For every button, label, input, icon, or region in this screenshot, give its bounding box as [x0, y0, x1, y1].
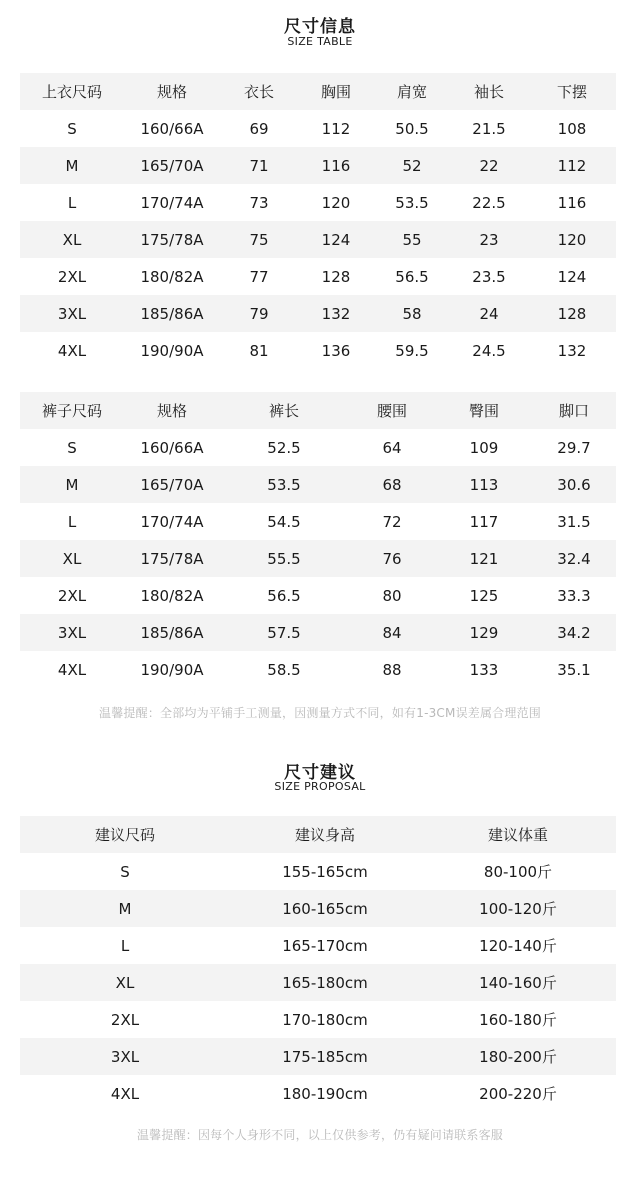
cell-sleeve: 22	[479, 156, 499, 175]
cell-spec: 185/86A	[140, 623, 204, 642]
cell-size: 4XL	[110, 1084, 140, 1103]
header-chest: 胸围	[320, 83, 351, 101]
cell-hem: 116	[557, 193, 587, 212]
cell-spec: 175/78A	[140, 549, 204, 568]
cell-chest: 120	[321, 193, 351, 212]
cell-length: 75	[249, 230, 269, 249]
header-sleeve: 袖长	[473, 83, 504, 101]
cell-chest: 128	[321, 267, 351, 286]
cell-weight: 120-140斤	[479, 937, 557, 955]
cell-length: 77	[249, 267, 269, 286]
table-row	[20, 651, 616, 688]
cell-size: 2XL	[57, 267, 87, 286]
header-spec: 规格	[156, 402, 187, 420]
cell-length: 81	[249, 341, 269, 360]
cell-size: L	[120, 936, 130, 955]
cell-size: 2XL	[110, 1010, 140, 1029]
cell-size: 3XL	[57, 623, 87, 642]
cell-leg-opening: 35.1	[557, 660, 591, 679]
cell-leg-opening: 31.5	[557, 512, 591, 531]
cell-spec: 185/86A	[140, 304, 204, 323]
header-hip: 臀围	[468, 402, 499, 420]
cell-pants-length: 56.5	[267, 586, 301, 605]
cell-size: XL	[62, 549, 82, 568]
header-leg-opening: 脚口	[558, 402, 589, 420]
size-proposal-table	[20, 816, 616, 1112]
cell-spec: 160/66A	[140, 119, 204, 138]
cell-weight: 100-120斤	[479, 900, 557, 918]
cell-weight: 80-100斤	[483, 863, 553, 881]
cell-size: L	[67, 193, 77, 212]
cell-weight: 180-200斤	[479, 1048, 557, 1066]
cell-shoulder: 59.5	[395, 341, 429, 360]
cell-size: L	[67, 512, 77, 531]
table-header-row	[20, 73, 616, 110]
cell-leg-opening: 29.7	[557, 438, 591, 457]
cell-waist: 76	[382, 549, 402, 568]
cell-spec: 160/66A	[140, 438, 204, 457]
cell-hip: 121	[469, 549, 499, 568]
cell-waist: 80	[382, 586, 402, 605]
header-top-size: 上衣尺码	[41, 83, 102, 101]
cell-length: 73	[249, 193, 269, 212]
table-row	[20, 184, 616, 221]
pants-size-table	[20, 392, 616, 688]
cell-sleeve: 24.5	[472, 341, 506, 360]
cell-chest: 132	[321, 304, 351, 323]
cell-shoulder: 58	[402, 304, 422, 323]
cell-hip: 113	[469, 475, 499, 494]
cell-spec: 180/82A	[140, 586, 204, 605]
size-proposal-subtitle: SIZE PROPOSAL	[274, 780, 366, 793]
size-proposal-title: 尺寸建议	[284, 763, 356, 783]
cell-length: 71	[249, 156, 269, 175]
table-row	[20, 503, 616, 540]
table-row	[20, 540, 616, 577]
cell-size: M	[118, 899, 132, 918]
cell-waist: 68	[382, 475, 402, 494]
cell-pants-length: 58.5	[267, 660, 301, 679]
cell-pants-length: 57.5	[267, 623, 301, 642]
cell-hem: 128	[557, 304, 587, 323]
cell-size: S	[67, 438, 77, 457]
header-waist: 腰围	[376, 402, 407, 420]
header-shoulder: 肩宽	[396, 83, 427, 101]
cell-sleeve: 21.5	[472, 119, 506, 138]
table-header-row	[20, 392, 616, 429]
cell-leg-opening: 32.4	[557, 549, 591, 568]
cell-pants-length: 55.5	[267, 549, 301, 568]
cell-size: 4XL	[57, 341, 87, 360]
table-row	[20, 147, 616, 184]
cell-chest: 116	[321, 156, 351, 175]
table-row	[20, 429, 616, 466]
cell-pants-length: 54.5	[267, 512, 301, 531]
header-pants-size: 裤子尺码	[41, 402, 102, 420]
cell-spec: 180/82A	[140, 267, 204, 286]
cell-weight: 140-160斤	[479, 974, 557, 992]
cell-height: 155-165cm	[282, 862, 368, 881]
table-row	[20, 890, 616, 927]
table-row	[20, 1075, 616, 1112]
cell-sleeve: 23	[479, 230, 499, 249]
cell-length: 69	[249, 119, 269, 138]
cell-hem: 124	[557, 267, 587, 286]
cell-length: 79	[249, 304, 269, 323]
cell-size: 3XL	[57, 304, 87, 323]
cell-sleeve: 24	[479, 304, 499, 323]
header-suggested-height: 建议身高	[294, 826, 355, 844]
cell-hip: 125	[469, 586, 499, 605]
cell-leg-opening: 30.6	[557, 475, 591, 494]
cell-size: S	[120, 862, 130, 881]
cell-waist: 64	[382, 438, 402, 457]
table-row	[20, 577, 616, 614]
cell-height: 170-180cm	[282, 1010, 368, 1029]
cell-spec: 170/74A	[140, 193, 204, 212]
table-row	[20, 221, 616, 258]
cell-size: S	[67, 119, 77, 138]
cell-spec: 190/90A	[140, 660, 204, 679]
table-row	[20, 1038, 616, 1075]
cell-size: M	[65, 156, 79, 175]
cell-sleeve: 22.5	[472, 193, 506, 212]
cell-hip: 117	[469, 512, 499, 531]
cell-waist: 84	[382, 623, 402, 642]
header-suggested-weight: 建议体重	[487, 826, 548, 844]
header-suggested-size: 建议尺码	[94, 826, 155, 844]
cell-waist: 88	[382, 660, 402, 679]
cell-size: XL	[62, 230, 82, 249]
table-row	[20, 927, 616, 964]
cell-hem: 108	[557, 119, 587, 138]
top-size-table	[20, 73, 616, 369]
header-spec: 规格	[156, 83, 187, 101]
cell-shoulder: 56.5	[395, 267, 429, 286]
table-row	[20, 853, 616, 890]
cell-spec: 175/78A	[140, 230, 204, 249]
cell-spec: 190/90A	[140, 341, 204, 360]
table-row	[20, 332, 616, 369]
cell-height: 175-185cm	[282, 1047, 368, 1066]
cell-shoulder: 52	[402, 156, 422, 175]
cell-hem: 112	[557, 156, 587, 175]
cell-weight: 160-180斤	[479, 1011, 557, 1029]
measurement-note: 温馨提醒：全部均为平铺手工测量，因测量方式不同，如有1-3CM误差属合理范围	[99, 706, 541, 720]
cell-hip: 129	[469, 623, 499, 642]
cell-height: 165-180cm	[282, 973, 368, 992]
table-row	[20, 1001, 616, 1038]
cell-spec: 165/70A	[140, 156, 204, 175]
cell-spec: 170/74A	[140, 512, 204, 531]
cell-height: 165-170cm	[282, 936, 368, 955]
header-hem: 下摆	[556, 83, 587, 101]
cell-hem: 132	[557, 341, 587, 360]
table-row	[20, 466, 616, 503]
cell-spec: 165/70A	[140, 475, 204, 494]
cell-shoulder: 53.5	[395, 193, 429, 212]
table-row	[20, 258, 616, 295]
cell-shoulder: 55	[402, 230, 422, 249]
table-row	[20, 964, 616, 1001]
cell-chest: 136	[321, 341, 351, 360]
cell-size: 3XL	[110, 1047, 140, 1066]
cell-chest: 124	[321, 230, 351, 249]
header-length: 衣长	[243, 83, 274, 101]
table-header-row	[20, 816, 616, 853]
cell-waist: 72	[382, 512, 402, 531]
cell-pants-length: 53.5	[267, 475, 301, 494]
reference-note: 温馨提醒：因每个人身形不同，以上仅供参考，仍有疑问请联系客服	[136, 1128, 503, 1142]
table-row	[20, 614, 616, 651]
cell-hip: 109	[469, 438, 499, 457]
table-row	[20, 110, 616, 147]
cell-hem: 120	[557, 230, 587, 249]
cell-hip: 133	[469, 660, 499, 679]
cell-chest: 112	[321, 119, 351, 138]
cell-leg-opening: 33.3	[557, 586, 591, 605]
cell-weight: 200-220斤	[479, 1085, 557, 1103]
cell-sleeve: 23.5	[472, 267, 506, 286]
cell-height: 160-165cm	[282, 899, 368, 918]
header-pants-length: 裤长	[268, 402, 299, 420]
cell-size: M	[65, 475, 79, 494]
cell-size: 2XL	[57, 586, 87, 605]
cell-shoulder: 50.5	[395, 119, 429, 138]
size-info-title: 尺寸信息	[284, 17, 356, 37]
cell-height: 180-190cm	[282, 1084, 368, 1103]
cell-size: 4XL	[57, 660, 87, 679]
cell-size: XL	[115, 973, 135, 992]
cell-pants-length: 52.5	[267, 438, 301, 457]
table-row	[20, 295, 616, 332]
size-info-subtitle: SIZE TABLE	[287, 35, 353, 48]
cell-leg-opening: 34.2	[557, 623, 591, 642]
